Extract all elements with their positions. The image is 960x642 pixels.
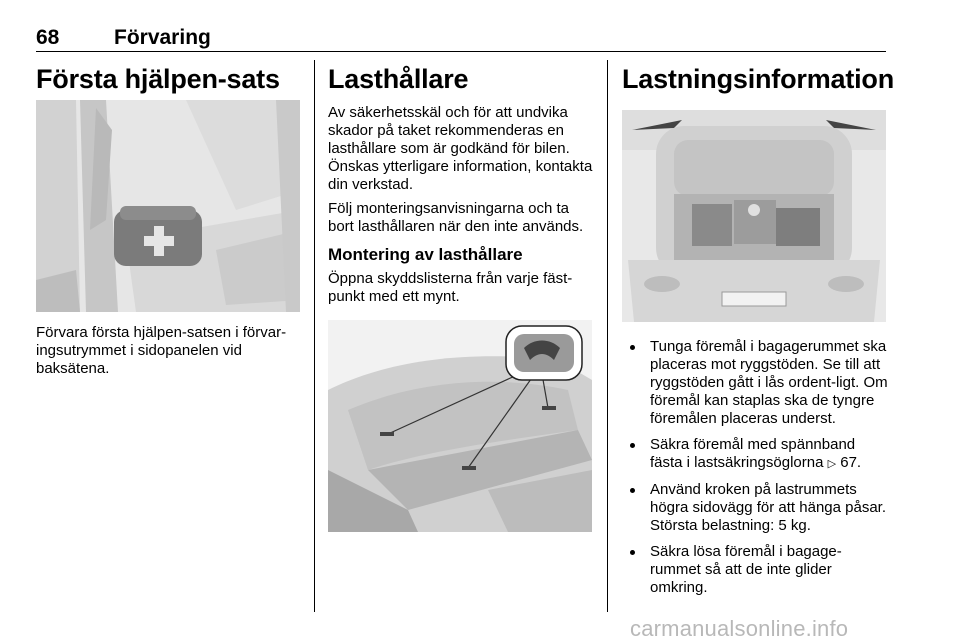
first-aid-caption: Förvara första hjälpen-satsen i förvar-ingsutrymmet i sidopanelen vid baksätena. bbox=[36, 324, 287, 377]
list-item: Säkra föremål med spännband fästa i lastsäkringsöglorna ▷ 67. bbox=[622, 436, 888, 473]
bullet-icon bbox=[630, 550, 635, 555]
reference-arrow-icon: ▷ bbox=[827, 458, 837, 470]
mounting-subheading: Montering av lasthållare bbox=[328, 245, 523, 264]
cargo-area-illustration bbox=[622, 110, 886, 322]
roof-rack-paragraph-1: Av säkerhetsskäl och för att undvika skador på taket rekommenderas en lasthållare som är godkänd för bilen. Önskas ytterligare information, kontakta din verkstad. bbox=[328, 104, 593, 193]
list-item: Tunga föremål i bagagerummet ska placeras mot ryggstöden. Se till att ryggstöden gått i lås ordent-ligt. Om föremål kan staplas ska de tyngre föremålen placeras underst. bbox=[622, 338, 888, 428]
bullet-icon bbox=[630, 345, 635, 350]
list-item: Använd kroken på lastrummets högra sidovägg för att hänga påsar. Största belastning: 5 kg. bbox=[622, 481, 888, 535]
loading-tips-list bbox=[622, 338, 888, 597]
mounting-paragraph: Öppna skyddslisterna från varje fäst-punkt med ett mynt. bbox=[328, 270, 573, 305]
first-aid-heading: Första hjälpen-sats bbox=[36, 64, 280, 94]
page-reference-link[interactable]: 67. bbox=[840, 454, 862, 471]
first-aid-kit-illustration bbox=[36, 100, 300, 312]
roof-rack-illustration bbox=[328, 320, 592, 532]
bullet-icon bbox=[630, 488, 635, 493]
bullet-icon bbox=[630, 443, 635, 448]
list-item: Säkra lösa föremål i bagage-rummet så att de inte glider omkring. bbox=[622, 543, 888, 597]
column-divider bbox=[607, 60, 608, 612]
page-header bbox=[36, 26, 886, 52]
roof-rack-column bbox=[328, 62, 594, 532]
page-number: 68 bbox=[36, 26, 60, 49]
roof-rack-paragraph-2: Följ monteringsanvisningarna och ta bort lasthållaren när den inte används. bbox=[328, 200, 584, 235]
first-aid-column bbox=[36, 62, 302, 378]
watermark: carmanualsonline.info bbox=[630, 616, 849, 641]
roof-rack-heading: Lasthållare bbox=[328, 64, 469, 94]
section-title: Förvaring bbox=[114, 26, 211, 49]
loading-info-heading: Lastningsinformation bbox=[622, 64, 894, 94]
loading-info-column bbox=[622, 62, 894, 605]
column-divider bbox=[314, 60, 315, 612]
